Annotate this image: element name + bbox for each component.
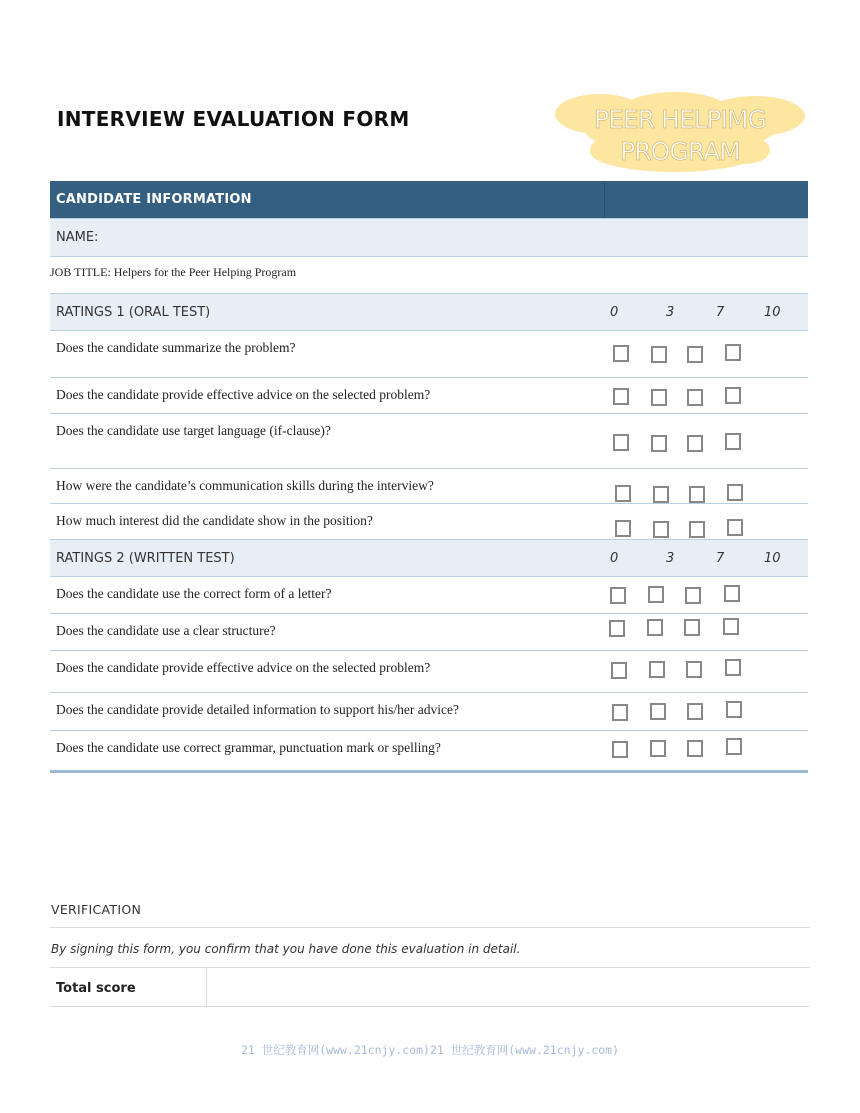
checkbox-3[interactable] [650,740,666,757]
checkbox-3[interactable] [649,661,665,678]
oral-question-row [50,331,808,378]
scale-0: 0 [610,305,619,320]
checkbox-7[interactable] [684,619,700,636]
name-label: NAME: [56,230,99,245]
checkbox-7[interactable] [687,389,703,406]
scale-3: 3 [666,551,675,566]
written-question-row [50,731,808,770]
checkbox-7[interactable] [687,435,703,452]
checkbox-3[interactable] [653,521,669,538]
checkbox-3[interactable] [648,586,664,603]
header-divider [604,181,605,218]
checkbox-3[interactable] [647,619,663,636]
oral-question-row [50,504,808,540]
checkbox-3[interactable] [651,435,667,452]
svg-text:PEER HELPIMG: PEER HELPIMG [594,105,766,134]
scale-10: 10 [764,551,781,566]
scale-10: 10 [764,305,781,320]
checkbox-7[interactable] [686,661,702,678]
checkbox-0[interactable] [615,520,631,537]
checkbox-10[interactable] [727,519,743,536]
divider [50,1006,810,1007]
verification-heading: VERIFICATION [51,902,142,917]
written-question-row [50,577,808,614]
table-bottom-rule [50,770,808,773]
oral-question-row [50,469,808,504]
divider [50,927,810,928]
oral-question-row [50,378,808,414]
watermark-footer: 21 世纪教育网(www.21cnjy.com)21 世纪教育网(www.21cnjy.com) [240,1043,620,1057]
evaluation-table [50,181,808,773]
question-text: Does the candidate provide effective advice on the selected problem? [56,660,431,675]
checkbox-3[interactable] [653,486,669,503]
question-text: Does the candidate summarize the problem? [56,340,296,355]
oral-question-row [50,414,808,469]
divider [50,967,810,968]
checkbox-3[interactable] [651,346,667,363]
checkbox-10[interactable] [724,585,740,602]
scale-0: 0 [610,551,619,566]
question-text: Does the candidate use correct grammar, punctuation mark or spelling? [56,740,441,755]
job-title-row [50,257,808,294]
checkbox-7[interactable] [687,703,703,720]
question-text: Does the candidate use a clear structure? [56,623,276,638]
checkbox-7[interactable] [687,740,703,757]
checkbox-0[interactable] [611,662,627,679]
checkbox-0[interactable] [612,704,628,721]
checkbox-10[interactable] [725,659,741,676]
checkbox-7[interactable] [689,521,705,538]
checkbox-0[interactable] [609,620,625,637]
checkbox-0[interactable] [613,434,629,451]
written-question-row [50,693,808,731]
written-question-row [50,651,808,693]
checkbox-7[interactable] [685,587,701,604]
checkbox-10[interactable] [725,433,741,450]
form-title: INTERVIEW EVALUATION FORM [57,107,410,131]
total-score-divider [206,968,207,1006]
written-question-row [50,614,808,651]
candidate-info-header [50,181,808,219]
ratings2-title: RATINGS 2 (WRITTEN TEST) [56,551,235,566]
question-text: Does the candidate use the correct form of a letter? [56,586,332,601]
ratings1-header [50,294,808,331]
checkbox-3[interactable] [651,389,667,406]
checkbox-10[interactable] [726,701,742,718]
job-title: JOB TITLE: Helpers for the Peer Helping Program [50,265,297,279]
total-score-label: Total score [56,981,136,996]
checkbox-10[interactable] [727,484,743,501]
checkbox-0[interactable] [613,388,629,405]
question-text: Does the candidate provide effective advice on the selected problem? [56,387,431,402]
name-row[interactable] [50,219,808,257]
ratings1-title: RATINGS 1 (ORAL TEST) [56,305,211,320]
checkbox-10[interactable] [723,618,739,635]
verification-statement: By signing this form, you confirm that you have done this evaluation in detail. [51,942,521,956]
checkbox-0[interactable] [612,741,628,758]
checkbox-7[interactable] [687,346,703,363]
ratings2-header [50,540,808,577]
scale-7: 7 [716,551,725,566]
checkbox-0[interactable] [610,587,626,604]
question-text: Does the candidate use target language (if-clause)? [56,423,331,438]
checkbox-3[interactable] [650,703,666,720]
checkbox-10[interactable] [725,344,741,361]
question-text: How were the candidate’s communication skills during the interview? [56,478,434,493]
scale-3: 3 [666,305,675,320]
scale-7: 7 [716,305,725,320]
checkbox-7[interactable] [689,486,705,503]
svg-text:PROGRAM: PROGRAM [620,137,740,166]
checkbox-10[interactable] [726,738,742,755]
peer-helping-program-logo [555,92,805,174]
question-text: Does the candidate provide detailed information to support his/her advice? [56,702,459,717]
checkbox-10[interactable] [725,387,741,404]
question-text: How much interest did the candidate show in the position? [56,513,373,528]
checkbox-0[interactable] [615,485,631,502]
candidate-info-title: CANDIDATE INFORMATION [56,192,252,207]
checkbox-0[interactable] [613,345,629,362]
